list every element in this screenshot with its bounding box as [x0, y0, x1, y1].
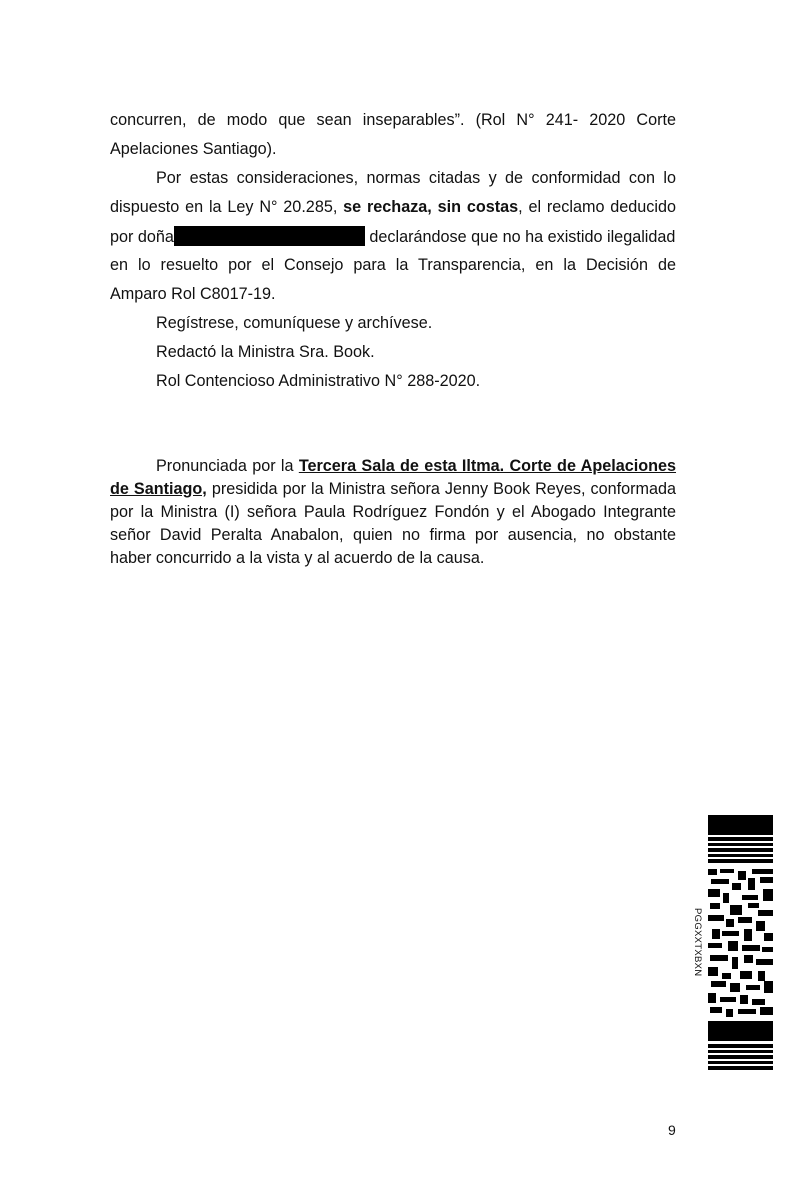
verification-barcode-icon — [708, 815, 773, 1073]
page-number: 9 — [668, 1122, 676, 1138]
register-line: Regístrese, comuníquese y archívese. — [156, 314, 433, 332]
pronouncement-line-2: de Santiago, presidida por la Ministra señora Jenny Book Reyes, conformada — [110, 480, 676, 498]
court-name: Tercera Sala de esta Iltma. Corte de Apelaciones — [298, 457, 677, 475]
paragraph-2-line-5: Amparo Rol C8017-19. — [110, 285, 276, 303]
ruling-text: se rechaza, sin costas — [343, 198, 519, 216]
redaction-block — [174, 226, 365, 246]
pronouncement-line-3: por la Ministra (I) señora Paula Rodríguez Fondón y el Abogado Integrante — [110, 503, 676, 521]
pronouncement-line-1: Pronunciada por la Tercera Sala de esta Iltma. Corte de Apelaciones — [156, 457, 677, 475]
paragraph-1-line-1: concurren, de modo que sean inseparables”. (Rol N° 241- 2020 Corte — [110, 111, 676, 129]
paragraph-2-line-1: Por estas consideraciones, normas citadas y de conformidad con lo — [156, 169, 676, 187]
rol-line: Rol Contencioso Administrativo N° 288-2020. — [156, 372, 481, 390]
court-city: de Santiago, — [110, 480, 207, 498]
paragraph-2-line-2: dispuesto en la Ley N° 20.285, se rechaza, sin costas, el reclamo deducido — [110, 198, 677, 216]
drafted-line: Redactó la Ministra Sra. Book. — [156, 343, 375, 361]
pronouncement-line-4: señor David Peralta Anabalon, quien no firma por ausencia, no obstante — [110, 526, 676, 544]
pronouncement-line-5: haber concurrido a la vista y al acuerdo de la causa. — [110, 549, 485, 567]
verification-code: PGGXXTXBXN — [692, 908, 703, 977]
paragraph-1-line-2: Apelaciones Santiago). — [110, 140, 277, 158]
paragraph-2-line-4: en lo resuelto por el Consejo para la Transparencia, en la Decisión de — [110, 256, 676, 274]
paragraph-2-line-3: por doña declarándose que no ha existido ilegalidad — [110, 228, 676, 246]
